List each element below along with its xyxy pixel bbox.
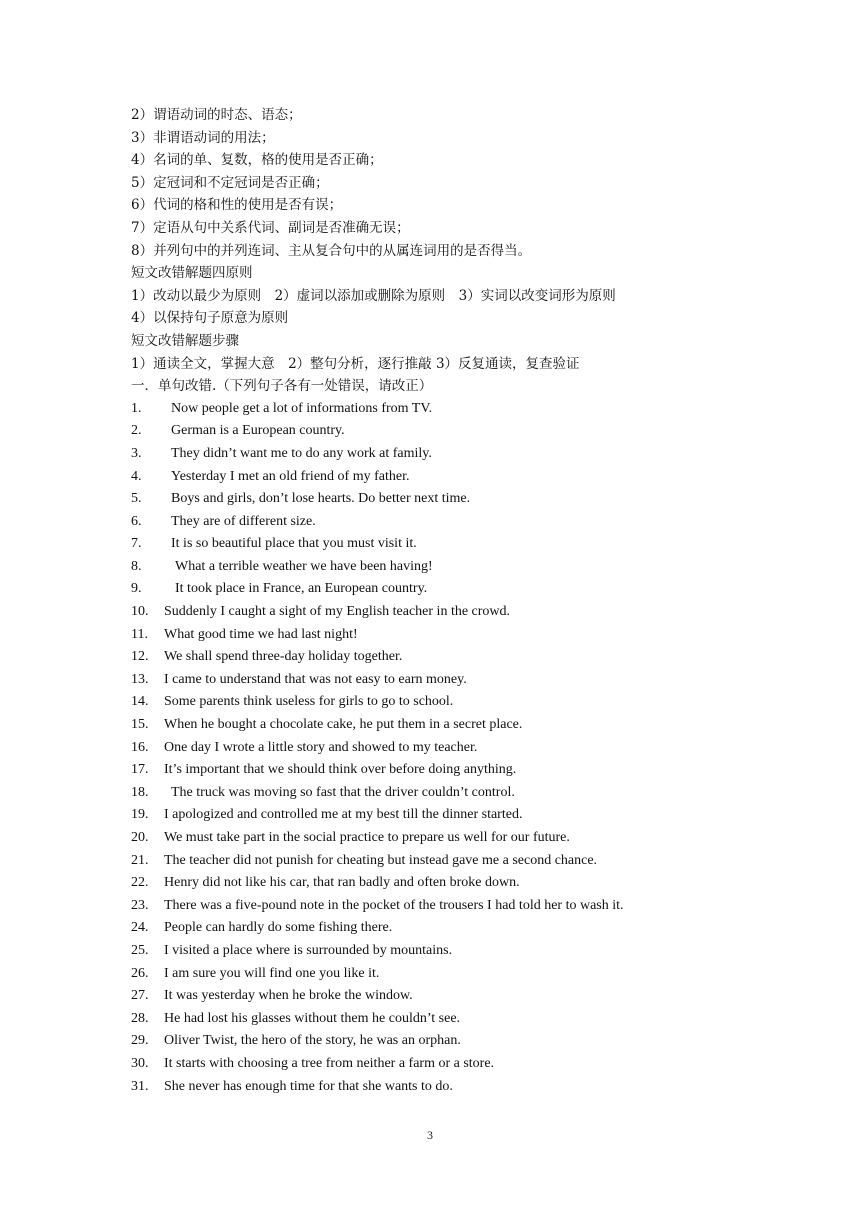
- exercise-item: [131, 511, 731, 534]
- exercise-number: 27.: [131, 988, 149, 1004]
- exercise-number: 7.: [131, 536, 142, 552]
- exercise-item: [131, 985, 731, 1008]
- exercise-number: 20.: [131, 830, 149, 845]
- exercise-item: [131, 759, 731, 782]
- exercise-item: [131, 872, 731, 895]
- exercise-text: What a terrible weather we have been having!: [175, 558, 433, 574]
- exercise-number: 25.: [131, 942, 149, 958]
- exercise-text: We shall spend three-day holiday together.: [164, 649, 403, 665]
- exercise-text: Boys and girls, don’t lose hearts. Do better next time.: [171, 491, 471, 507]
- exercise-text: One day I wrote a little story and showed to my teacher.: [164, 739, 478, 755]
- exercise-number: 12.: [131, 649, 149, 665]
- exercise-item: [131, 1053, 731, 1076]
- exercise-text: They didn’t want me to do any work at family.: [171, 445, 432, 461]
- exercise-text: I came to understand that was not easy to earn money.: [164, 671, 467, 687]
- exercise-text: German is a European country.: [171, 423, 345, 439]
- exercise-number: 11.: [131, 626, 148, 642]
- exercise-text: He had lost his glasses without them he couldn’t see.: [164, 1010, 461, 1026]
- exercise-text: It’s important that we should think over before doing anything.: [164, 762, 517, 778]
- exercise-text: Oliver Twist, the hero of the story, he was an orphan.: [164, 1033, 461, 1049]
- exercise-number: 8.: [131, 558, 142, 574]
- exercise-item: [131, 646, 731, 669]
- exercise-number: 16.: [131, 739, 149, 755]
- exercise-number: 9.: [131, 581, 142, 597]
- exercise-text: It took place in France, an European country.: [175, 581, 428, 597]
- exercise-item: [131, 533, 731, 556]
- exercise-item: [131, 940, 731, 963]
- exercise-item: [131, 1008, 731, 1031]
- exercise-text: Now people get a lot of informations from TV.: [171, 400, 433, 416]
- page-content: [131, 104, 731, 1098]
- exercise-item: [131, 601, 731, 624]
- exercise-list: [131, 398, 731, 1098]
- exercise-item: [131, 488, 731, 511]
- exercise-number: 19.: [131, 807, 149, 823]
- exercise-number: 22.: [131, 875, 149, 891]
- exercise-number: 28.: [131, 1010, 149, 1026]
- exercise-item: [131, 917, 731, 940]
- exercise-text: I visited a place where is surrounded by mountains.: [164, 942, 453, 958]
- intro-line: 6）代词的格和性的使用是否有误；: [131, 197, 343, 214]
- exercise-item: [131, 963, 731, 986]
- exercise-number: 29.: [131, 1033, 149, 1049]
- intro-line: 8）并列句中的并列连词、主从复合句中的从属连词用的是否得当。: [131, 242, 532, 259]
- exercise-number: 23.: [131, 897, 149, 913]
- exercise-item: [131, 782, 731, 805]
- exercise-text: It was yesterday when he broke the window.: [164, 988, 413, 1004]
- exercise-item: [131, 420, 731, 443]
- exercise-text: It is so beautiful place that you must visit it.: [171, 536, 417, 552]
- exercise-number: 6.: [131, 513, 142, 529]
- exercise-text: The teacher did not punish for cheating but instead gave me a second chance.: [164, 852, 598, 868]
- exercise-item: [131, 398, 731, 421]
- exercise-text: They are of different size.: [171, 513, 316, 529]
- exercise-item: [131, 443, 731, 466]
- intro-line: 1）改动以最少为原则 2）虚词以添加或删除为原则 3）实词以改变词形为原则: [131, 287, 616, 304]
- intro-line: 4）名词的单、复数，格的使用是否正确；: [131, 152, 383, 169]
- exercise-text: What good time we had last night!: [164, 626, 358, 642]
- exercise-number: 21.: [131, 852, 149, 868]
- exercise-number: 17.: [131, 762, 149, 778]
- exercise-text: The truck was moving so fast that the driver couldn’t control.: [171, 784, 515, 800]
- exercise-text: I am sure you will find one you like it.: [164, 965, 380, 981]
- section-heading: 短文改错解题四原则: [131, 265, 253, 282]
- intro-line: 3）非谓语动词的用法；: [131, 129, 275, 146]
- exercise-item: [131, 714, 731, 737]
- page-number: 3: [427, 1128, 433, 1142]
- exercise-item: [131, 737, 731, 760]
- exercise-item: [131, 466, 731, 489]
- exercise-number: 26.: [131, 965, 149, 981]
- exercise-number: 5.: [131, 491, 142, 507]
- exercise-item: [131, 850, 731, 873]
- exercise-text: There was a five-pound note in the pocket of the trousers I had told her to wash it.: [164, 897, 624, 913]
- exercise-item: [131, 1030, 731, 1053]
- exercise-number: 31.: [131, 1078, 149, 1094]
- exercise-text: It starts with choosing a tree from neither a farm or a store.: [164, 1055, 495, 1071]
- exercise-text: People can hardly do some fishing there.: [164, 920, 393, 936]
- intro-line: 2）谓语动词的时态、语态；: [131, 107, 302, 123]
- exercise-text: Henry did not like his car, that ran badly and often broke down.: [164, 875, 520, 891]
- exercise-number: 10.: [131, 604, 149, 620]
- exercise-number: 30.: [131, 1055, 149, 1071]
- exercise-number: 18.: [131, 784, 149, 800]
- exercise-item: [131, 578, 731, 601]
- exercise-heading: 一．单句改错.（下列句子各有一处错误，请改正）: [131, 378, 433, 395]
- exercise-number: 15.: [131, 717, 149, 733]
- intro-line: 4）以保持句子原意为原则: [131, 310, 289, 327]
- exercise-number: 14.: [131, 694, 149, 710]
- exercise-number: 1.: [131, 400, 142, 416]
- exercise-text: Suddenly I caught a sight of my English teacher in the crowd.: [164, 604, 511, 620]
- intro-line: 1）通读全文，掌握大意 2）整句分析，逐行推敲 3）反复通读，复查验证: [131, 355, 580, 372]
- exercise-number: 2.: [131, 423, 142, 439]
- exercise-text: She never has enough time for that she wants to do.: [164, 1078, 453, 1094]
- exercise-item: [131, 1076, 731, 1099]
- exercise-item: [131, 669, 731, 692]
- exercise-number: 13.: [131, 671, 149, 687]
- exercise-text: I apologized and controlled me at my best till the dinner started.: [164, 807, 523, 823]
- exercise-text: We must take part in the social practice to prepare us well for our future.: [164, 830, 570, 845]
- exercise-number: 4.: [131, 468, 142, 484]
- exercise-text: When he bought a chocolate cake, he put them in a secret place.: [164, 717, 523, 733]
- exercise-item: [131, 895, 731, 918]
- exercise-number: 24.: [131, 920, 149, 936]
- exercise-item: [131, 624, 731, 647]
- exercise-item: [131, 804, 731, 827]
- exercise-text: Yesterday I met an old friend of my father.: [171, 468, 410, 484]
- intro-line: 5）定冠词和不定冠词是否正确；: [131, 174, 329, 191]
- exercise-item: [131, 691, 731, 714]
- exercise-item: [131, 827, 731, 850]
- exercise-item: [131, 556, 731, 579]
- section-heading: 短文改错解题步骤: [131, 332, 239, 349]
- intro-line: 7）定语从句中关系代词、副词是否准确无误；: [131, 219, 410, 236]
- exercise-number: 3.: [131, 445, 142, 461]
- exercise-text: Some parents think useless for girls to go to school.: [164, 694, 454, 710]
